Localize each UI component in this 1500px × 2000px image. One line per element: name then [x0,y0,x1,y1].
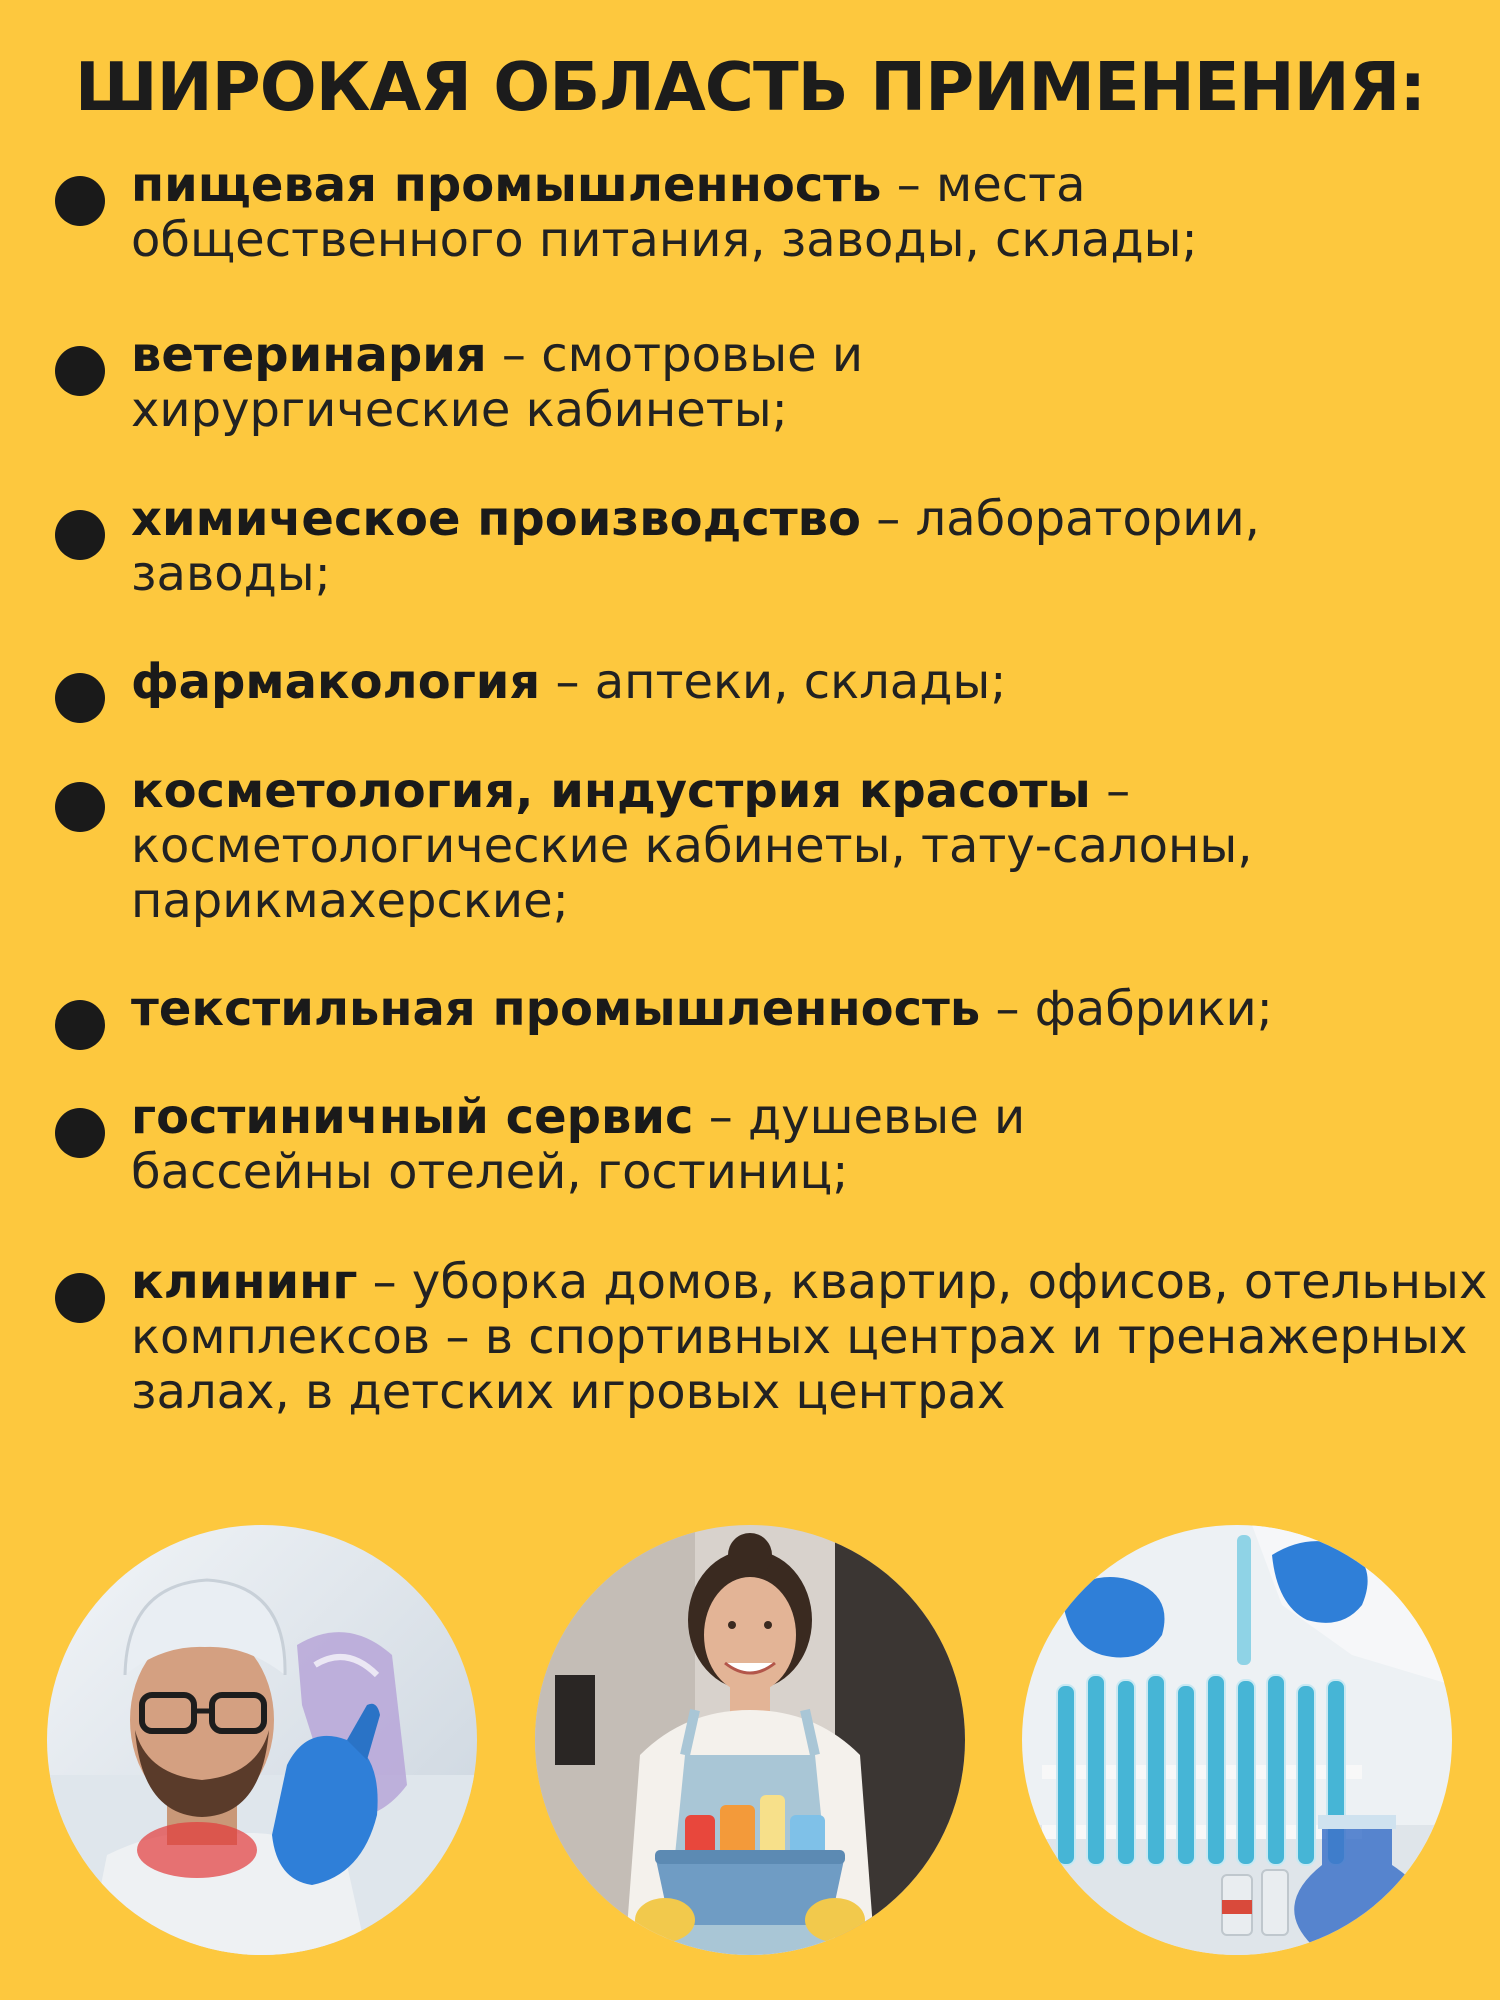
list-item-bold: пищевая промышленность [131,157,882,213]
list-item-rest: – смотровые и хирургические кабинеты; [131,327,864,438]
list-item-rest: – душевые и бассейны отелей, гостиниц; [131,1089,1026,1200]
list-item-text [131,764,1471,929]
list-item-rest: – места общественного питания, заводы, склады; [131,157,1198,268]
bullet-icon [55,176,105,226]
bullet-icon [55,1000,105,1050]
bullet-icon [55,346,105,396]
list-item-rest: – лаборатории, заводы; [131,491,1260,602]
list-item-text [131,492,1471,602]
list-item-bold: текстильная промышленность [131,981,981,1037]
bullet-icon [55,1273,105,1323]
photo-lab-worker [47,1525,477,1955]
list-item-text [131,158,1471,268]
list-item-text [131,982,1471,1037]
list-item-text [131,655,1471,710]
list-item-text [131,328,1031,438]
list-item-bold: косметология, индустрия красоты [131,763,1091,819]
list-item-bold: ветеринария [131,327,487,383]
list-item-rest: – уборка домов, квартир, офисов, отельных комплексов – в спортивных центрах и тренажерных залах, в детских игровых центрах [131,1254,1488,1420]
list-item-bold: химическое производство [131,491,862,547]
list-item-rest: – косметологические кабинеты, тату-салоны, парикмахерские; [131,763,1253,929]
page-title: ШИРОКАЯ ОБЛАСТЬ ПРИМЕНЕНИЯ: [74,48,1426,126]
bullet-icon [55,510,105,560]
bullet-icon [55,782,105,832]
list-item-bold: гостиничный сервис [131,1089,694,1145]
list-item-text [131,1090,1181,1200]
list-item-text [131,1255,1500,1420]
list-item-bold: клининг [131,1254,358,1310]
photo-cleaner [535,1525,965,1955]
bullet-icon [55,673,105,723]
list-item-rest: – аптеки, склады; [540,654,1007,710]
bullet-icon [55,1108,105,1158]
list-item-rest: – фабрики; [980,981,1273,1037]
list-item-bold: фармакология [131,654,541,710]
photo-lab-test-tubes [1022,1525,1452,1955]
